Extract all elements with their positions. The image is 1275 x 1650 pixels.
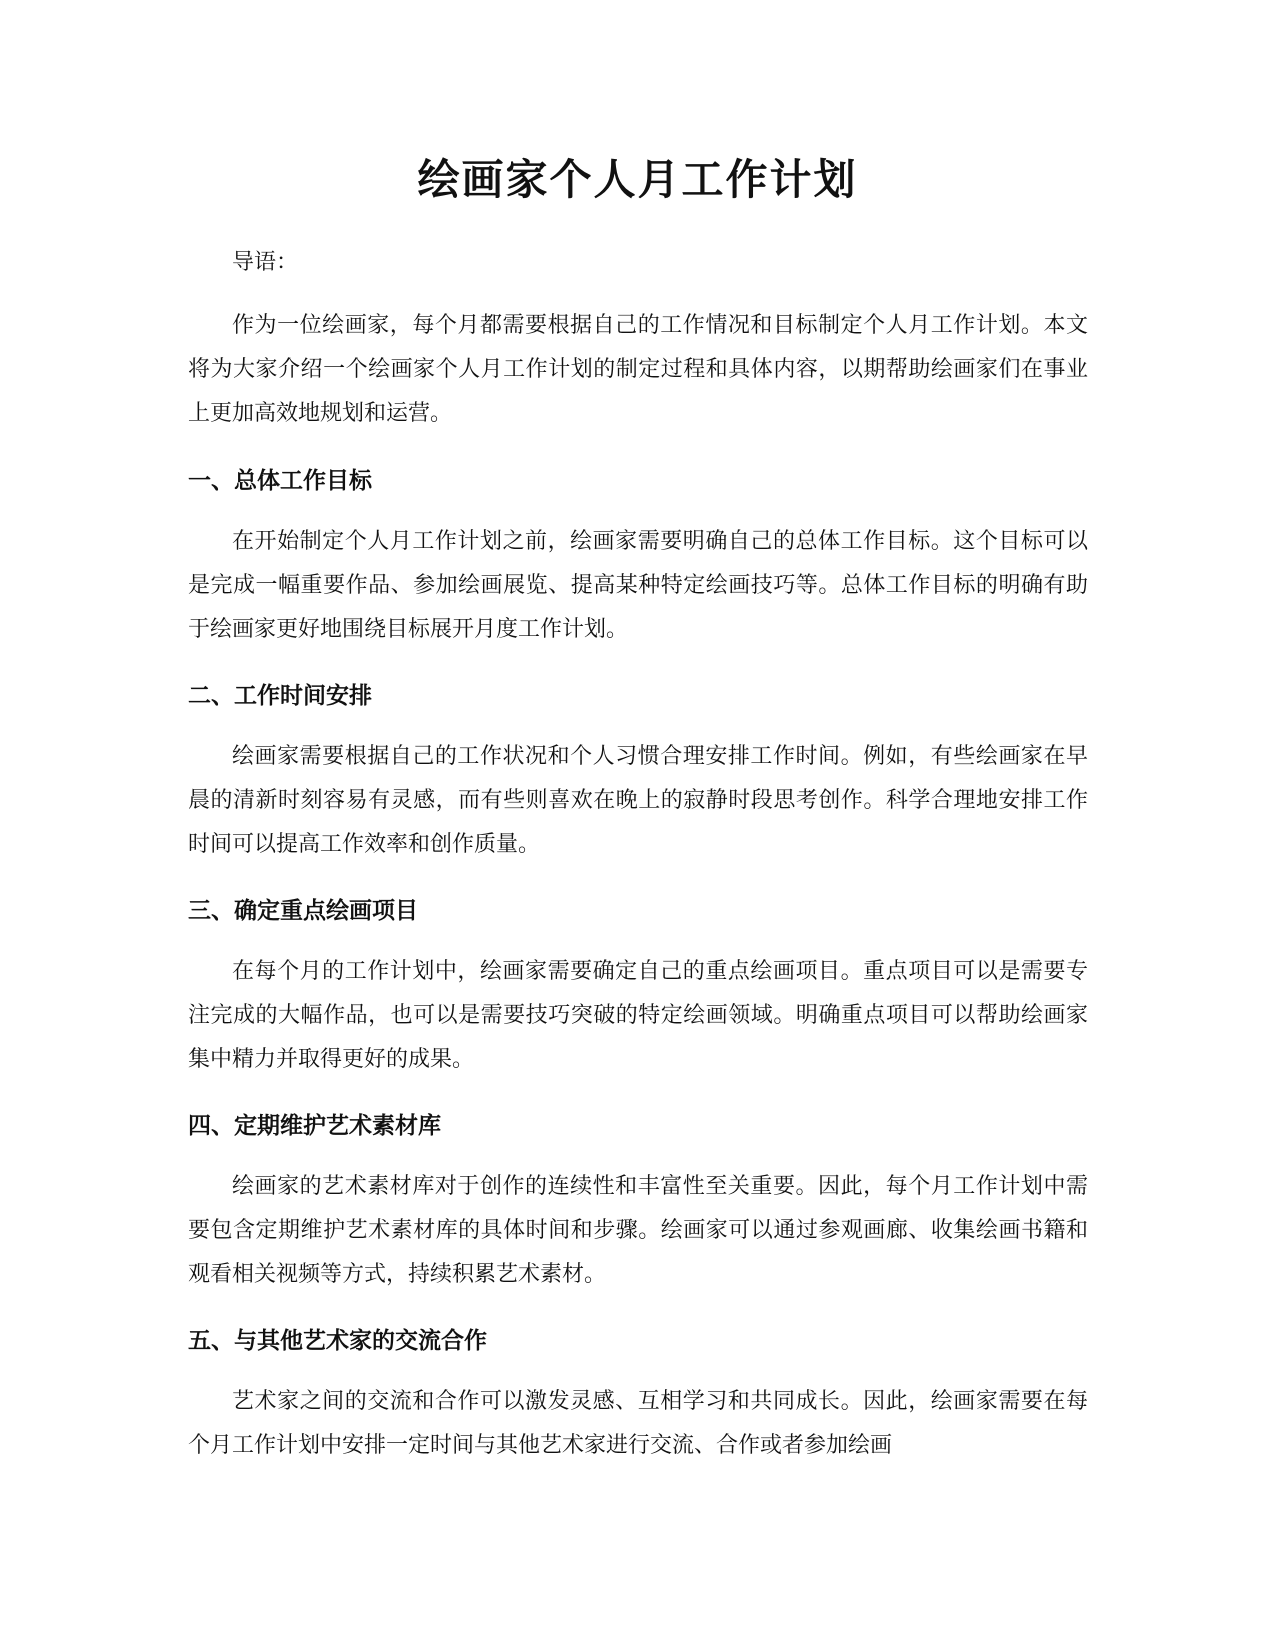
section-body-2: 绘画家需要根据自己的工作状况和个人习惯合理安排工作时间。例如，有些绘画家在早晨的清新时刻容易有灵感，而有些则喜欢在晚上的寂静时段思考创作。科学合理地安排工作时间可以提高工作效率和创作质量。 [188, 744, 1088, 857]
section-heading-5: 五、与其他艺术家的交流合作 [188, 1328, 487, 1354]
section-heading-4: 四、定期维护艺术素材库 [188, 1113, 441, 1139]
lead-label: 导语： [232, 250, 299, 275]
section-heading-2: 二、工作时间安排 [188, 683, 372, 709]
section-body-5: 艺术家之间的交流和合作可以激发灵感、互相学习和共同成长。因此，绘画家需要在每个月工作计划中安排一定时间与其他艺术家进行交流、合作或者参加绘画 [188, 1389, 1088, 1458]
section-heading-1: 一、总体工作目标 [188, 468, 372, 494]
section-body-3: 在每个月的工作计划中，绘画家需要确定自己的重点绘画项目。重点项目可以是需要专注完成的大幅作品，也可以是需要技巧突破的特定绘画领域。明确重点项目可以帮助绘画家集中精力并取得更好的成果。 [188, 959, 1088, 1072]
section-body-4: 绘画家的艺术素材库对于创作的连续性和丰富性至关重要。因此，每个月工作计划中需要包含定期维护艺术素材库的具体时间和步骤。绘画家可以通过参观画廊、收集绘画书籍和观看相关视频等方式，持续积累艺术素材。 [188, 1174, 1088, 1287]
section-heading-3: 三、确定重点绘画项目 [188, 898, 418, 924]
document-title: 绘画家个人月工作计划 [417, 155, 858, 204]
intro-paragraph: 作为一位绘画家，每个月都需要根据自己的工作情况和目标制定个人月工作计划。本文将为大家介绍一个绘画家个人月工作计划的制定过程和具体内容，以期帮助绘画家们在事业上更加高效地规划和运营。 [188, 313, 1088, 426]
section-body-1: 在开始制定个人月工作计划之前，绘画家需要明确自己的总体工作目标。这个目标可以是完成一幅重要作品、参加绘画展览、提高某种特定绘画技巧等。总体工作目标的明确有助于绘画家更好地围绕目标展开月度工作计划。 [188, 529, 1088, 642]
